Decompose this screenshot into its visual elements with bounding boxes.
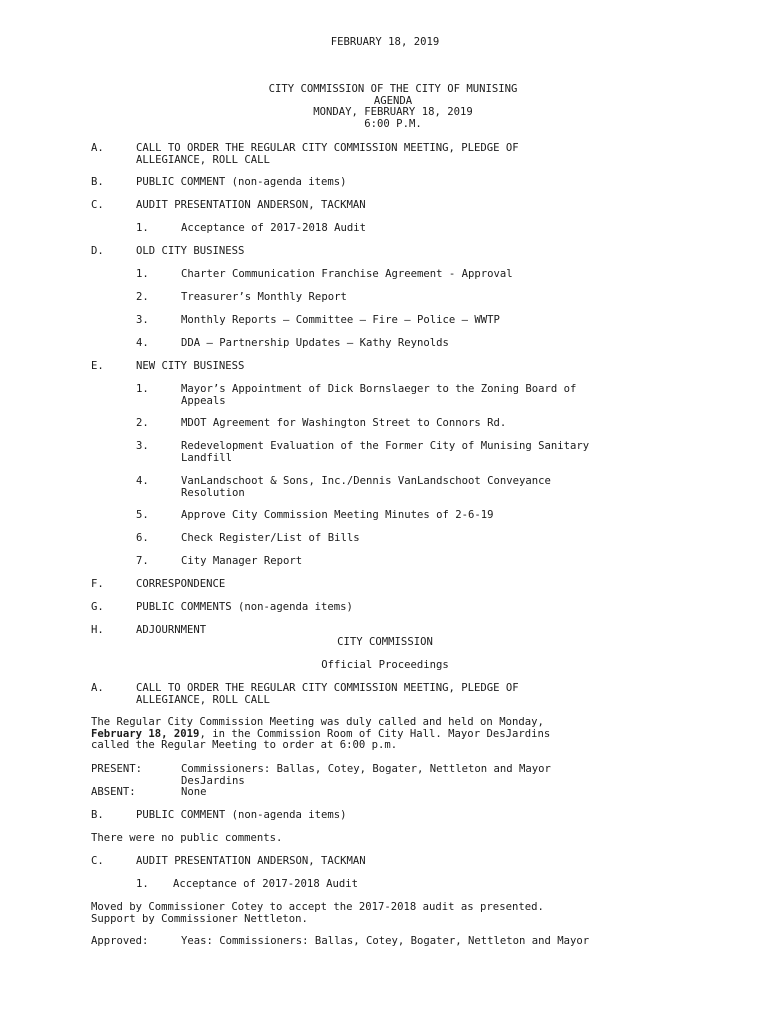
present-line2: DesJardins (181, 774, 245, 787)
subitem-text: City Manager Report (181, 555, 303, 567)
agenda-header-agenda: AGENDA (373, 94, 413, 107)
agenda-item-a-line1: CALL TO ORDER THE REGULAR CITY COMMISSION MEETING, PLEDGE OF (136, 142, 519, 154)
proceedings-letter: A. (91, 682, 104, 694)
intro-line3: called the Regular Meeting to order at 6:00 p.m. (91, 739, 398, 751)
agenda-letter: H. (91, 624, 104, 636)
proceedings-item-a-line2: ALLEGIANCE, ROLL CALL (136, 693, 270, 706)
agenda-item-h-text: ADJOURNMENT (136, 624, 207, 636)
motion-line1: Moved by Commissioner Cotey to accept the 2017-2018 audit as presented. (91, 901, 544, 913)
subitem-text: VanLandschoot & Sons, Inc./Dennis VanLandschoot Conveyance (181, 475, 551, 487)
subitem-text: Charter Communication Franchise Agreement - Approval (181, 268, 513, 280)
proceedings-subtitle: Official Proceedings (321, 659, 449, 671)
subitem-text: Approve City Commission Meeting Minutes of 2-6-19 (181, 509, 494, 521)
subitem-number: 1. (136, 268, 149, 280)
absent-value: None (181, 786, 207, 798)
agenda-letter: E. (91, 360, 104, 372)
subitem-text: Monthly Reports – Committee – Fire – Police – WWTP (181, 314, 500, 326)
present-label: PRESENT: (91, 763, 143, 775)
subitem-number: 3. (136, 440, 149, 452)
agenda-item-e-text: NEW CITY BUSINESS (136, 360, 245, 372)
subitem-number: 6. (136, 532, 149, 544)
subitem-text: Acceptance of 2017-2018 Audit (181, 222, 366, 234)
agenda-item-d-text: OLD CITY BUSINESS (136, 245, 245, 257)
subitem-text: Check Register/List of Bills (181, 532, 360, 544)
subitem-number: 1. (136, 222, 149, 234)
agenda-header (0, 84, 770, 130)
subitem-text: Mayor’s Appointment of Dick Bornslaeger to the Zoning Board of (181, 383, 577, 395)
meeting-date-bold: February 18, 2019 (91, 727, 200, 740)
agenda-item-g-text: PUBLIC COMMENTS (non-agenda items) (136, 601, 353, 613)
agenda-header-time: 6:00 P.M. (364, 117, 422, 130)
agenda-letter: A. (91, 142, 104, 154)
intro-line2: , in the Commission Room of City Hall. Mayor DesJardins (199, 727, 551, 740)
subitem-text: DDA – Partnership Updates – Kathy Reynolds (181, 337, 449, 349)
subitem-text-cont: Landfill (181, 451, 233, 464)
subitem-text-cont: Resolution (181, 486, 245, 499)
subitem-number: 7. (136, 555, 149, 567)
agenda-item-f-text: CORRESPONDENCE (136, 578, 226, 590)
intro-paragraph (91, 717, 670, 752)
agenda-letter: C. (91, 199, 104, 211)
proceedings-item-b-text: PUBLIC COMMENT (non-agenda items) (136, 809, 347, 821)
subitem-number: 5. (136, 509, 149, 521)
agenda-header-date: MONDAY, FEBRUARY 18, 2019 (313, 106, 473, 118)
agenda-item-a-line2: ALLEGIANCE, ROLL CALL (136, 153, 270, 166)
date-header: FEBRUARY 18, 2019 (330, 36, 440, 48)
agenda-letter: F. (91, 578, 104, 590)
proceedings-letter: B. (91, 809, 104, 821)
proceedings-item-a-line1: CALL TO ORDER THE REGULAR CITY COMMISSION MEETING, PLEDGE OF (136, 682, 519, 694)
agenda-letter: G. (91, 601, 104, 613)
proceedings-letter: C. (91, 855, 104, 867)
approved-text: Yeas: Commissioners: Ballas, Cotey, Bogater, Nettleton and Mayor (181, 935, 590, 947)
subitem-number: 2. (136, 291, 149, 303)
subitem-number: 3. (136, 314, 149, 326)
motion-paragraph (91, 902, 670, 925)
subitem-number: 4. (136, 475, 149, 487)
absent-label: ABSENT: (91, 786, 136, 798)
subitem-number: 1. (136, 383, 149, 395)
agenda-letter: D. (91, 245, 104, 257)
present-line1: Commissioners: Ballas, Cotey, Bogater, Nettleton and Mayor (181, 763, 551, 775)
subitem-number: 2. (136, 417, 149, 429)
subitem-text: Acceptance of 2017-2018 Audit (173, 878, 358, 890)
agenda-item-c-text: AUDIT PRESENTATION ANDERSON, TACKMAN (136, 199, 366, 211)
subitem-number: 1. (136, 878, 149, 890)
approved-label: Approved: (91, 935, 149, 947)
agenda-letter: B. (91, 176, 104, 188)
intro-line1: The Regular City Commission Meeting was duly called and held on Monday, (91, 716, 544, 728)
subitem-text: Redevelopment Evaluation of the Former City of Munising Sanitary (181, 440, 590, 452)
subitem-number: 4. (136, 337, 149, 349)
motion-line2: Support by Commissioner Nettleton. (91, 912, 308, 925)
proceedings-item-c-text: AUDIT PRESENTATION ANDERSON, TACKMAN (136, 855, 366, 867)
agenda-item-b-text: PUBLIC COMMENT (non-agenda items) (136, 176, 347, 188)
no-comments-text: There were no public comments. (91, 832, 283, 844)
agenda-header-title: CITY COMMISSION OF THE CITY OF MUNISING (268, 83, 518, 95)
subitem-text: MDOT Agreement for Washington Street to Connors Rd. (181, 417, 507, 429)
subitem-text-cont: Appeals (181, 394, 226, 407)
subitem-text: Treasurer’s Monthly Report (181, 291, 347, 303)
proceedings-title: CITY COMMISSION (337, 636, 433, 648)
